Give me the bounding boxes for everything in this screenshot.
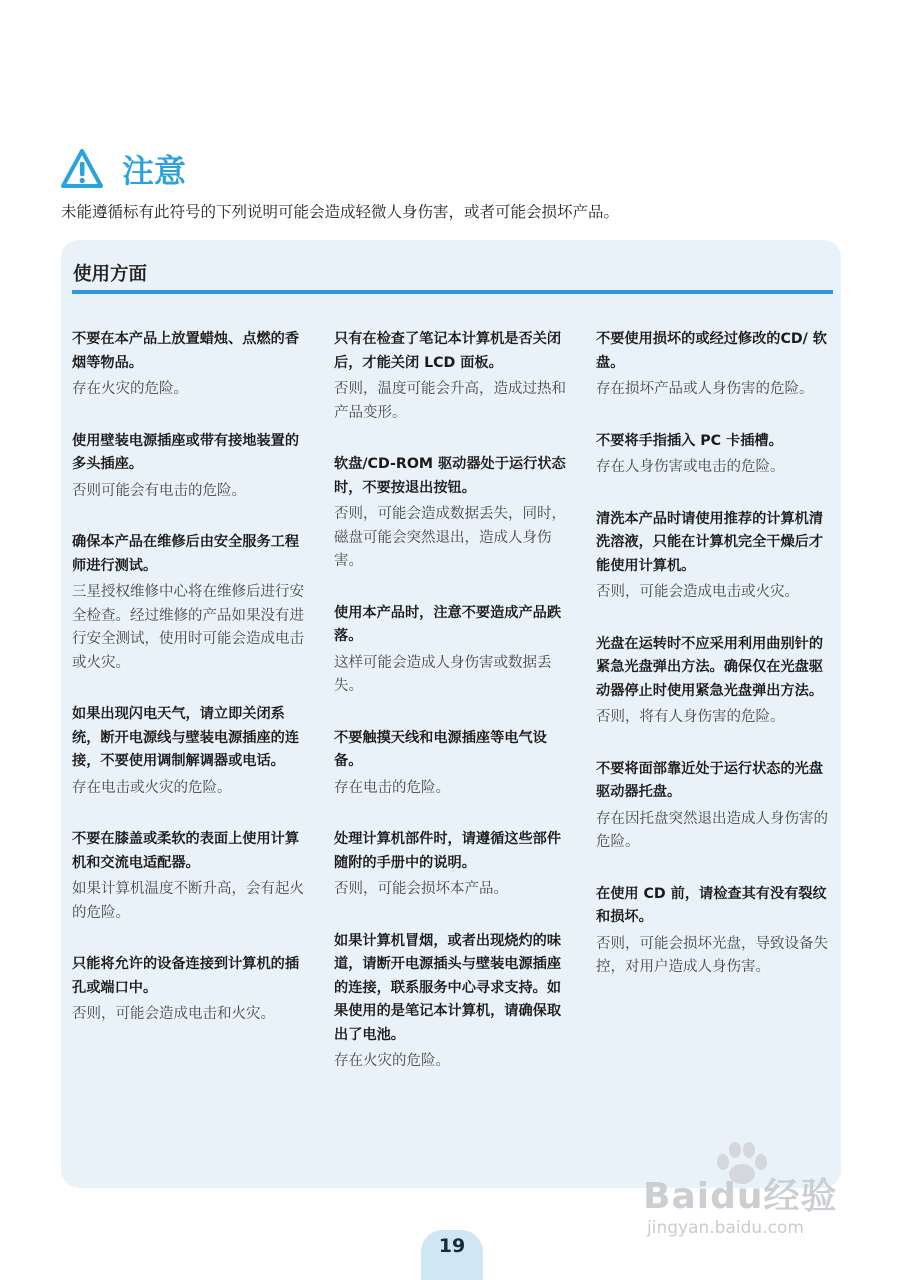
item-text: 否则，温度可能会升高，造成过热和产品变形。 [334,381,566,421]
item-heading: 软盘/CD-ROM 驱动器处于运行状态时，不要按退出按钮。 [334,456,566,496]
caution-item [334,727,568,801]
item-heading: 不要使用损坏的或经过修改的CD/ 软盘。 [596,331,827,371]
item-heading: 不要触摸天线和电源插座等电气设备。 [334,729,547,769]
caution-item [72,430,306,504]
caution-item [72,953,306,1027]
item-text: 否则，可能会造成电击或火灾。 [596,584,799,600]
item-heading: 使用本产品时，注意不要造成产品跌落。 [334,604,562,644]
section-divider [72,290,833,294]
page-number: 19 [438,1235,466,1257]
watermark-brand: Baidu经验 [643,1176,838,1217]
item-heading: 在使用 CD 前，请检查其有没有裂纹和损坏。 [596,885,827,925]
caution-item [596,430,830,480]
item-heading: 不要将面部靠近处于运行状态的光盘驱动器托盘。 [596,760,824,800]
item-heading: 不要在本产品上放置蜡烛、点燃的香烟等物品。 [72,331,300,371]
item-heading: 确保本产品在维修后由安全服务工程师进行测试。 [72,534,300,574]
item-heading: 只有在检查了笔记本计算机是否关闭后，才能关闭 LCD 面板。 [334,331,562,371]
caution-item [334,828,568,902]
caution-item [596,883,830,980]
baidu-watermark [643,1140,853,1250]
caution-item [596,758,830,855]
item-heading: 光盘在运转时不应采用利用曲别针的紧急光盘弹出方法。确保仅在光盘驱动器停止时使用紧急光盘弹出方法。 [596,635,824,699]
item-text: 否则，将有人身伤害的危险。 [596,709,785,725]
item-text: 否则，可能会损坏本产品。 [334,881,508,897]
item-heading: 处理计算机部件时，请遵循这些部件随附的手册中的说明。 [334,831,562,871]
caution-item [72,703,306,800]
caution-item [72,531,306,675]
item-text: 否则，可能会造成数据丢失，同时，磁盘可能会突然退出，造成人身伤害。 [334,506,566,569]
item-text: 否则，可能会造成电击和火灾。 [72,1006,275,1022]
item-heading: 如果计算机冒烟，或者出现烧灼的味道，请断开电源插头与壁装电源插座的连接，联系服务中心寻求支持。如果使用的是笔记本计算机，请确保取出了电池。 [334,932,562,1043]
caution-description: 未能遵循标有此符号的下列说明可能会造成轻微人身伤害，或者可能会损坏产品。 [61,203,620,221]
item-text: 存在损坏产品或人身伤害的危险。 [596,381,814,397]
item-heading: 如果出现闪电天气，请立即关闭系统，断开电源线与壁装电源插座的连接，不要使用调制解调器或电话。 [72,706,300,769]
item-text: 如果计算机温度不断升高，会有起火的危险。 [72,881,304,921]
item-text: 三星授权维修中心将在维修后进行安全检查。经过维修的产品如果没有进行安全测试，使用时可能会造成电击或火灾。 [72,584,304,671]
column-3 [596,328,830,980]
column-1 [72,328,306,1027]
caution-item [334,602,568,699]
warning-triangle-icon [60,147,104,191]
watermark-url: jingyan.baidu.com [647,1218,804,1238]
item-text: 存在火灾的危险。 [72,381,188,397]
item-text: 存在电击或火灾的危险。 [72,779,232,796]
caution-item [334,453,568,574]
caution-item [596,508,830,605]
column-2 [334,328,568,1074]
caution-item [334,930,568,1074]
caution-item [596,633,830,730]
caution-item [72,828,306,925]
item-heading: 不要将手指插入 PC 卡插槽。 [596,432,783,449]
usage-panel [61,240,841,1188]
item-text: 否则可能会有电击的危险。 [72,482,246,499]
item-text: 否则，可能会损坏光盘，导致设备失控，对用户造成人身伤害。 [596,935,828,975]
page-title: 注意 [122,152,187,190]
section-title: 使用方面 [73,264,148,285]
caution-item [334,328,568,425]
caution-item [596,328,830,402]
item-text: 存在电击的危险。 [334,779,450,796]
item-heading: 使用壁装电源插座或带有接地装置的多头插座。 [72,432,300,472]
item-text: 存在人身伤害或电击的危险。 [596,459,785,475]
item-text: 存在火灾的危险。 [334,1053,450,1069]
item-heading: 只能将允许的设备连接到计算机的插孔或端口中。 [72,956,300,996]
item-text: 这样可能会造成人身伤害或数据丢失。 [334,654,552,694]
page-number-tab [421,1230,483,1280]
item-text: 存在因托盘突然退出造成人身伤害的危险。 [596,810,828,850]
caution-item [72,328,306,402]
item-heading: 清洗本产品时请使用推荐的计算机清洗溶液，只能在计算机完全干燥后才能使用计算机。 [596,510,824,574]
item-heading: 不要在膝盖或柔软的表面上使用计算机和交流电适配器。 [72,831,300,871]
